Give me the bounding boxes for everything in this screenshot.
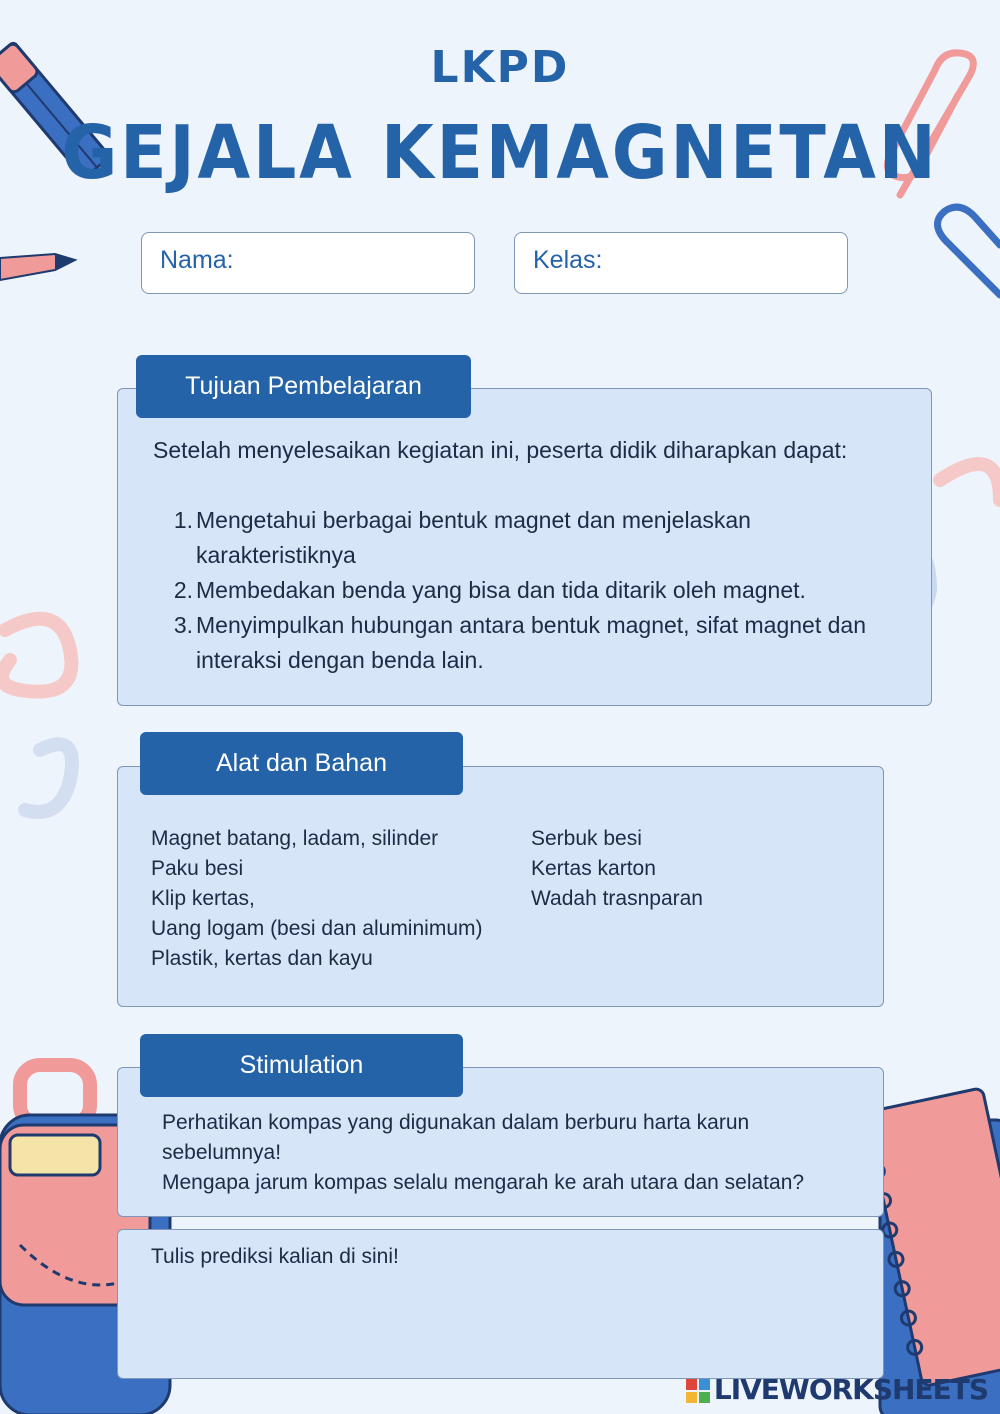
list-item-text: Membedakan benda yang bisa dan tida ditarik oleh magnet. [196,577,806,603]
liveworksheets-watermark [686,1373,988,1406]
paperclip-blue-icon [930,195,1000,305]
stimulation-line: sebelumnya! [162,1141,282,1164]
list-item-number: 3. [173,612,193,638]
list-item-text: Menyimpulkan hubungan antara bentuk magnet, sifat magnet dan interaksi dengan benda lain. [196,612,866,673]
stimulation-line: Perhatikan kompas yang digunakan dalam berburu harta karun [162,1111,750,1134]
list-item: Wadah trasnparan [531,887,703,910]
page-subtitle: LKPD [430,42,570,93]
list-item [153,503,873,573]
materials-left-list [151,824,521,974]
list-item [153,573,873,608]
list-item: Uang logam (besi dan aluminimum) [151,917,483,940]
answer-textarea[interactable] [117,1229,884,1379]
list-item-number: 2. [173,577,193,603]
pencil-tip-icon [0,240,80,300]
page-title: GEJALA KEMAGNETAN [61,110,939,196]
name-field-label: Nama: [160,246,234,274]
list-item: Paku besi [151,857,244,880]
liveworksheets-logo-icon [686,1379,710,1403]
stimulation-text [162,1108,862,1198]
class-field-label: Kelas: [533,246,603,274]
objectives-intro: Setelah menyelesaikan kegiatan ini, peserta didik diharapkan dapat: [153,437,848,463]
answer-placeholder: Tulis prediksi kalian di sini! [151,1245,399,1268]
materials-right-list [531,824,861,914]
list-item: Kertas karton [531,857,656,880]
list-item: Magnet batang, ladam, silinder [151,827,439,850]
objectives-list [153,503,873,678]
name-field[interactable] [141,232,475,294]
stimulation-line: Mengapa jarum kompas selalu mengarah ke arah utara dan selatan? [162,1171,805,1194]
list-item-number: 1. [173,507,193,533]
objectives-heading: Tujuan Pembelajaran [136,355,471,418]
list-item: Klip kertas, [151,887,255,910]
materials-heading: Alat dan Bahan [140,732,463,795]
watermark-text: LIVEWORKSHEETS [713,1373,988,1406]
objectives-box [117,388,932,706]
list-item [153,608,873,678]
squiggle-icon [0,600,120,840]
class-field[interactable] [514,232,848,294]
list-item-text: Mengetahui berbagai bentuk magnet dan menjelaskan karakteristiknya [196,507,751,568]
stimulation-heading: Stimulation [140,1034,463,1097]
materials-box [117,766,884,1007]
list-item: Serbuk besi [531,827,642,850]
list-item: Plastik, kertas dan kayu [151,947,373,970]
